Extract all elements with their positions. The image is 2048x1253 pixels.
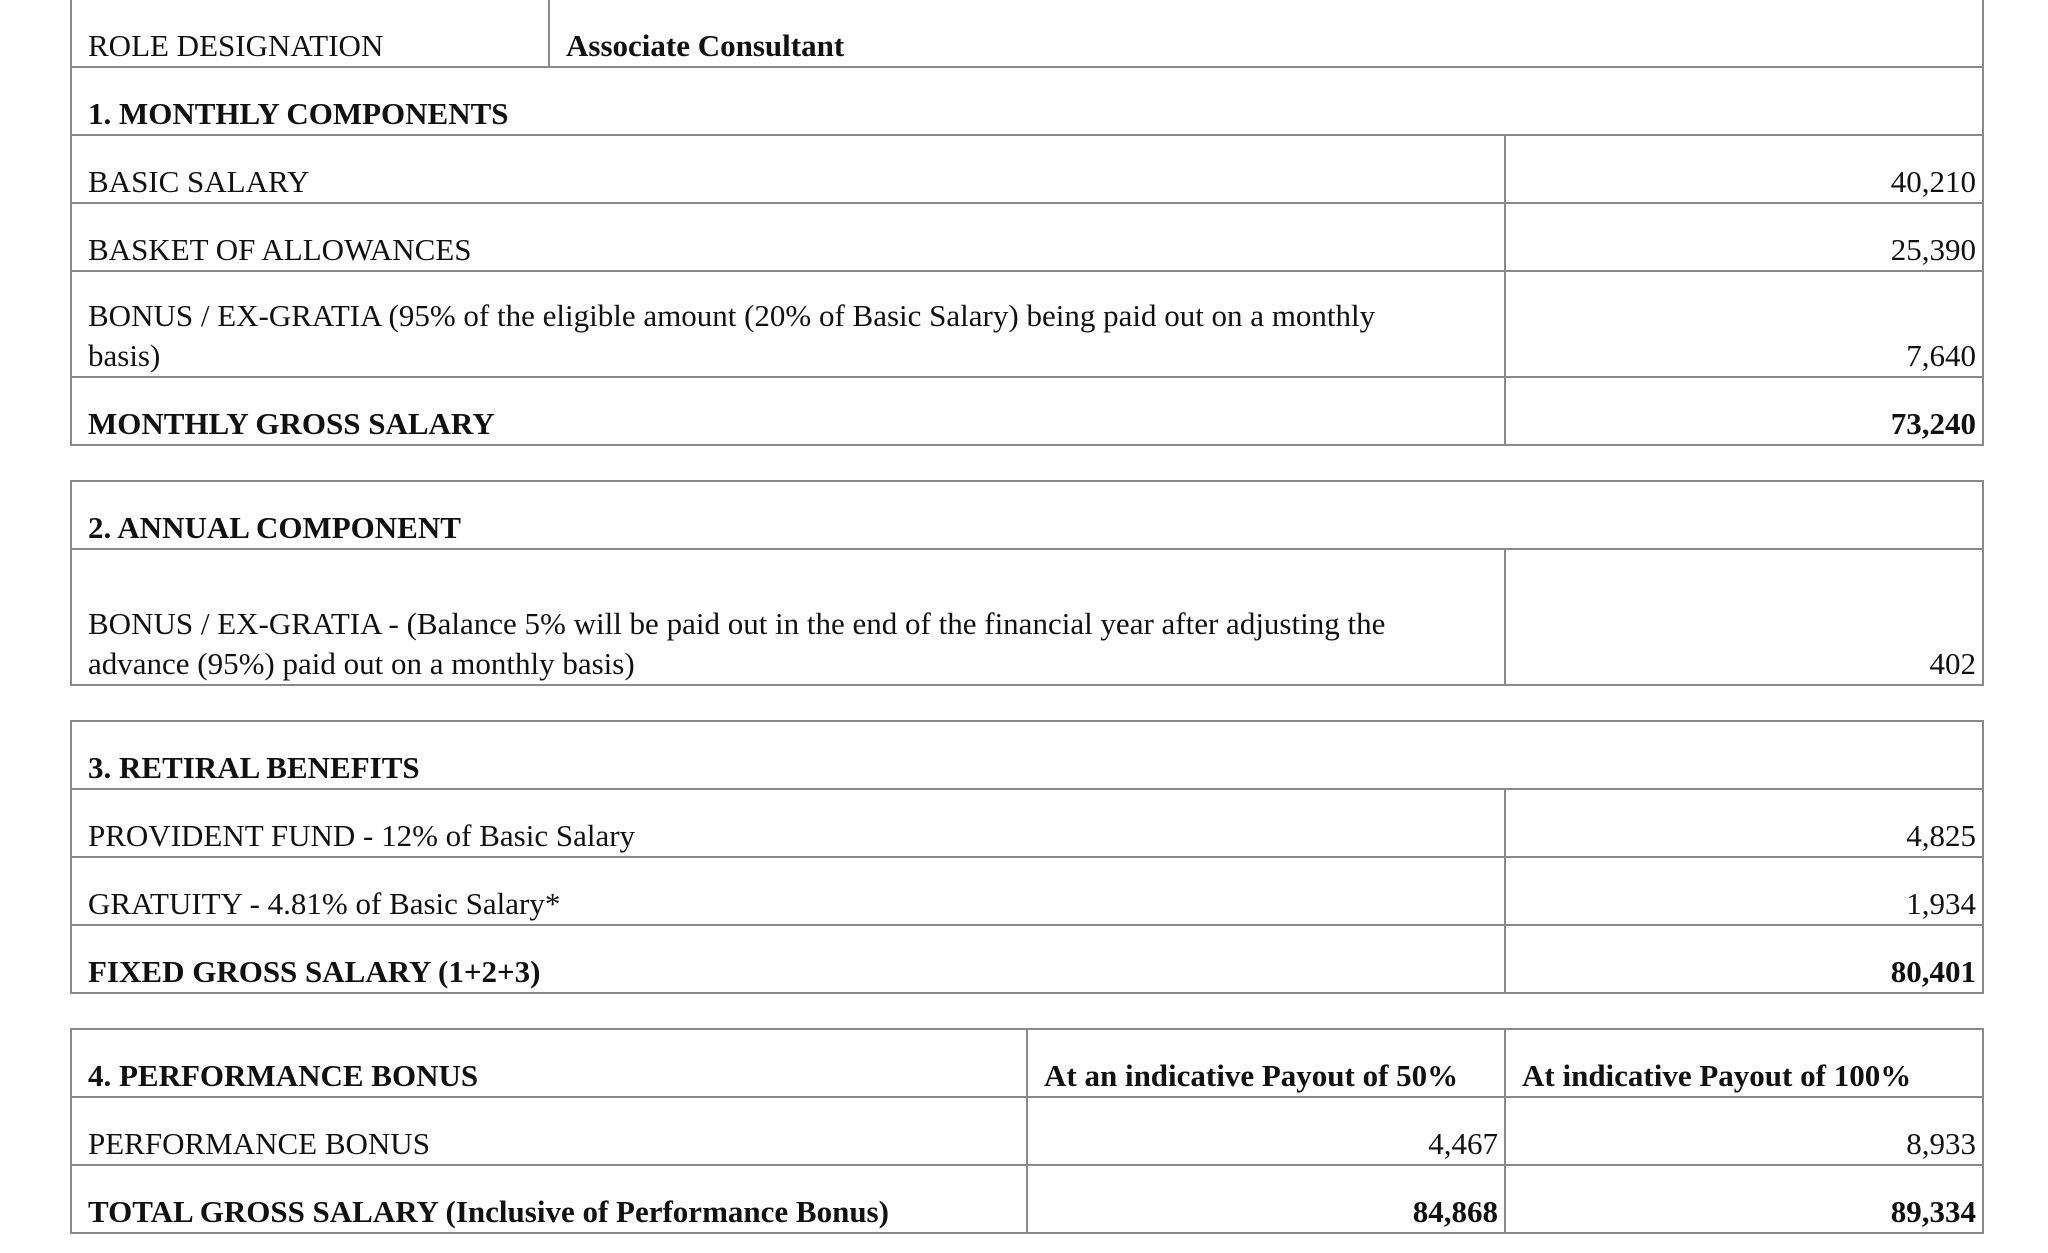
monthly-bonus-value: 7,640 — [1505, 271, 1983, 377]
table-row — [71, 789, 1983, 857]
annual-bonus-label: BONUS / EX-GRATIA - (Balance 5% will be paid out in the end of the financial year after adjusting the advance (95%) paid out on a monthly basis) — [71, 549, 1505, 685]
performance-bonus-table — [70, 1028, 1984, 1234]
gratuity-value: 1,934 — [1505, 857, 1983, 925]
section-heading-row — [71, 67, 1983, 135]
section-heading-row — [71, 481, 1983, 549]
monthly-components-table — [70, 0, 1984, 446]
allowances-label: BASKET OF ALLOWANCES — [71, 203, 1505, 271]
retiral-benefits-table — [70, 720, 1984, 994]
monthly-gross-value: 73,240 — [1505, 377, 1983, 445]
table-row — [71, 1165, 1983, 1233]
total-gross-100: 89,334 — [1505, 1165, 1983, 1233]
monthly-heading: 1. MONTHLY COMPONENTS — [71, 67, 1983, 135]
table-row — [71, 857, 1983, 925]
performance-bonus-50: 4,467 — [1027, 1097, 1505, 1165]
annual-bonus-value: 402 — [1505, 549, 1983, 685]
monthly-bonus-label: BONUS / EX-GRATIA (95% of the eligible amount (20% of Basic Salary) being paid out on a monthly basis) — [71, 271, 1505, 377]
performance-bonus-label: PERFORMANCE BONUS — [71, 1097, 1027, 1165]
table-row — [71, 925, 1983, 993]
basic-salary-value: 40,210 — [1505, 135, 1983, 203]
table-row — [71, 135, 1983, 203]
retiral-heading: 3. RETIRAL BENEFITS — [71, 721, 1983, 789]
total-gross-label: TOTAL GROSS SALARY (Inclusive of Performance Bonus) — [71, 1165, 1027, 1233]
table-row — [71, 203, 1983, 271]
provident-fund-value: 4,825 — [1505, 789, 1983, 857]
section-heading-row — [71, 1029, 1983, 1097]
total-gross-50: 84,868 — [1027, 1165, 1505, 1233]
table-row — [71, 271, 1983, 377]
allowances-value: 25,390 — [1505, 203, 1983, 271]
gratuity-label: GRATUITY - 4.81% of Basic Salary* — [71, 857, 1505, 925]
payout-50-header: At an indicative Payout of 50% — [1027, 1029, 1505, 1097]
performance-heading: 4. PERFORMANCE BONUS — [71, 1029, 1027, 1097]
annual-component-table — [70, 480, 1984, 686]
fixed-gross-value: 80,401 — [1505, 925, 1983, 993]
table-row — [71, 377, 1983, 445]
annual-heading: 2. ANNUAL COMPONENT — [71, 481, 1983, 549]
role-row — [71, 0, 1983, 67]
salary-breakup-sheet — [70, 0, 1982, 1234]
fixed-gross-label: FIXED GROSS SALARY (1+2+3) — [71, 925, 1505, 993]
role-value: Associate Consultant — [549, 0, 1983, 67]
basic-salary-label: BASIC SALARY — [71, 135, 1505, 203]
table-row — [71, 1097, 1983, 1165]
provident-fund-label: PROVIDENT FUND - 12% of Basic Salary — [71, 789, 1505, 857]
section-heading-row — [71, 721, 1983, 789]
table-row — [71, 549, 1983, 685]
performance-bonus-100: 8,933 — [1505, 1097, 1983, 1165]
payout-100-header: At indicative Payout of 100% — [1505, 1029, 1983, 1097]
monthly-gross-label: MONTHLY GROSS SALARY — [71, 377, 1505, 445]
role-label: ROLE DESIGNATION — [71, 0, 549, 67]
